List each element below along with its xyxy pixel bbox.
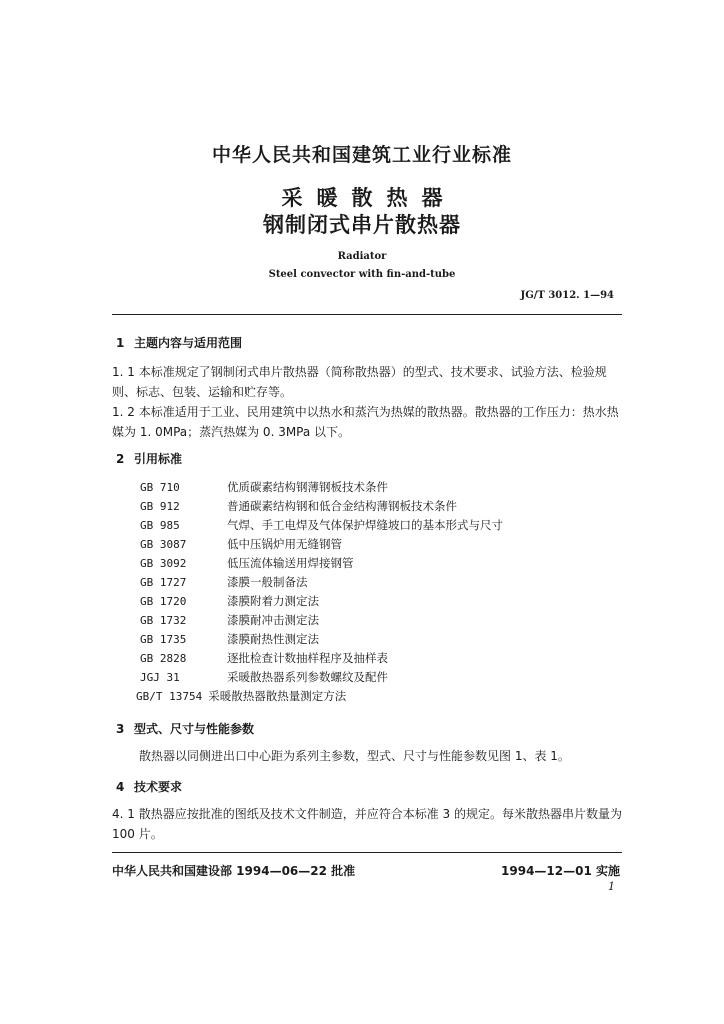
ref-code: GB/T 13754 xyxy=(136,690,203,703)
list-item xyxy=(140,573,610,592)
paragraph-4-1: 4. 1 散热器应按批准的图纸及技术文件制造，并应符合本标准 3 的规定。每米散热器串片数量为 100 片。 xyxy=(112,807,622,841)
ref-code: JGJ 31 xyxy=(140,671,180,684)
section-1-title: 主题内容与适用范围 xyxy=(134,336,243,350)
ref-code: GB 985 xyxy=(140,519,180,532)
standard-code: JG/T 3012. 1—94 xyxy=(520,290,614,301)
ref-title: 采暖散热器散热量测定方法 xyxy=(208,689,347,703)
section-3-title: 型式、尺寸与性能参数 xyxy=(134,722,255,736)
section-4-title: 技术要求 xyxy=(134,780,183,794)
ref-title: 优质碳素结构钢薄钢板技术条件 xyxy=(227,480,388,494)
reference-list xyxy=(136,478,610,718)
header-divider xyxy=(112,314,622,315)
ref-code: GB 1720 xyxy=(140,595,187,608)
ref-code: GB 912 xyxy=(140,500,180,513)
ref-title: 采暖散热器系列参数螺纹及配件 xyxy=(227,670,388,684)
ref-code: GB 1735 xyxy=(140,633,187,646)
sub-title: 钢制闭式串片散热器 xyxy=(263,213,461,237)
section-3-heading xyxy=(116,720,254,737)
list-item xyxy=(140,592,610,611)
list-item xyxy=(140,554,610,573)
ref-title: 逐批检查计数抽样程序及抽样表 xyxy=(227,651,388,665)
ref-code: GB 1727 xyxy=(140,576,187,589)
section-4-heading xyxy=(116,778,182,795)
ref-code: GB 710 xyxy=(140,481,180,494)
page-number: 1 xyxy=(608,880,615,893)
implementation-line: 1994—12—01 实施 xyxy=(501,864,620,878)
section-4-number: 4 xyxy=(116,780,125,794)
ref-title: 漆膜耐冲击测定法 xyxy=(227,613,319,627)
ref-title: 低中压锅炉用无缝钢管 xyxy=(227,537,342,551)
list-item xyxy=(136,687,610,706)
ref-title: 漆膜附着力测定法 xyxy=(227,594,319,608)
section-3-number: 3 xyxy=(116,722,125,736)
ref-code: GB 1732 xyxy=(140,614,187,627)
ref-code: GB 3092 xyxy=(140,557,187,570)
approval-line: 中华人民共和国建设部 1994—06—22 批准 xyxy=(112,864,356,878)
section-2-heading xyxy=(116,450,182,467)
list-item xyxy=(140,497,610,516)
ref-title: 气焊、手工电焊及气体保护焊缝坡口的基本形式与尺寸 xyxy=(227,518,503,532)
paragraph-3: 散热器以同侧进出口中心距为系列主参数，型式、尺寸与性能参数见图 1、表 1。 xyxy=(139,749,570,763)
list-item xyxy=(140,668,610,687)
ref-title: 漆膜一般制备法 xyxy=(227,575,308,589)
ref-title: 漆膜耐热性测定法 xyxy=(227,632,319,646)
footer-divider xyxy=(112,852,622,853)
paragraph-1-2: 1. 2 本标准适用于工业、民用建筑中以热水和蒸汽为热媒的散热器。散热器的工作压力：热水热媒为 1. 0MPa；蒸汽热媒为 0. 3MPa 以下。 xyxy=(112,405,619,439)
list-item xyxy=(140,649,610,668)
list-item xyxy=(140,478,610,497)
ref-title: 普通碳素结构钢和低合金结构薄钢板技术条件 xyxy=(227,499,457,513)
list-item xyxy=(140,630,610,649)
english-title-line-1: Radiator xyxy=(337,251,387,262)
list-item xyxy=(140,516,610,535)
ref-code: GB 2828 xyxy=(140,652,187,665)
section-2-title: 引用标准 xyxy=(134,452,183,466)
list-item xyxy=(140,611,610,630)
section-2-number: 2 xyxy=(116,452,125,466)
list-item xyxy=(140,535,610,554)
ref-code: GB 3087 xyxy=(140,538,187,551)
ref-title: 低压流体输送用焊接钢管 xyxy=(227,556,354,570)
main-title: 采暖散热器 xyxy=(281,186,457,210)
section-1-heading xyxy=(116,334,242,351)
paragraph-1-1: 1. 1 本标准规定了钢制闭式串片散热器（简称散热器）的型式、技术要求、试验方法、检验规则、标志、包装、运输和贮存等。 xyxy=(112,365,607,399)
english-title-line-2: Steel convector with fin-and-tube xyxy=(268,269,456,280)
section-1-number: 1 xyxy=(116,336,125,350)
org-title: 中华人民共和国建筑工业行业标准 xyxy=(211,144,512,166)
